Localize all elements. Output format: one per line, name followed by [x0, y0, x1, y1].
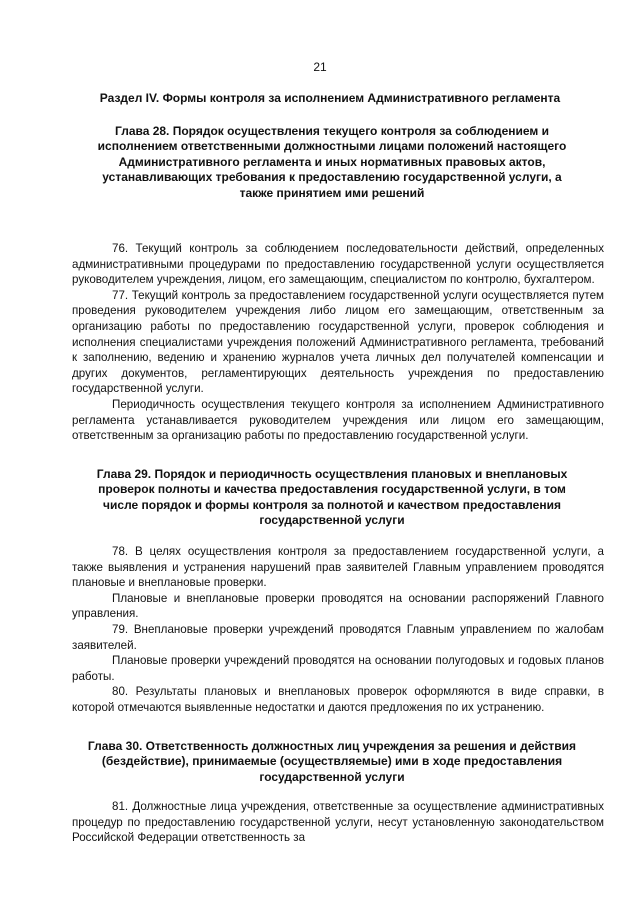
chapter-29-body — [72, 544, 604, 716]
chapter-29-title: Глава 29. Порядок и периодичность осуществления плановых и внеплановых проверок полноты и качества предоставления государственной услуги, в том числе порядок и формы контроля за полнотой и качеством предоставления государственной услуги — [96, 467, 568, 528]
paragraph-76: 76. Текущий контроль за соблюдением последовательности действий, определенных административными процедурами по предоставлению государственной услуги осуществляется руководителем учреждения, лицом, его замещающим, специалистом по контролю, бухгалтером. — [72, 242, 604, 287]
page-number: 21 — [313, 60, 327, 74]
paragraph-80: 80. Результаты плановых и внеплановых проверок оформляются в виде справки, в которой отмечаются выявленные недостатки и даются предложения по их устранению. — [72, 685, 604, 714]
paragraph-78: 78. В целях осуществления контроля за предоставлением государственной услуги, а также выявления и устранения нарушений прав заявителей Главным управлением проводятся плановые и внеплановые проверки. — [72, 545, 604, 590]
chapter-28-title: Глава 28. Порядок осуществления текущего контроля за соблюдением и исполнением ответственными должностными лицами положений настоящего Административного регламента и иных нормативных правовых актов, устанавливающих требования к предоставлению государственной услуги, а также принятием ими решений — [97, 124, 567, 200]
paragraph-78-orders: Плановые и внеплановые проверки проводятся на основании распоряжений Главного управления. — [72, 591, 604, 621]
paragraph-79-planned: Плановые проверки учреждений проводятся на основании полугодовых и годовых планов работы. — [72, 654, 604, 683]
paragraph-periodicity: Периодичность осуществления текущего контроля за исполнением Административного регламента устанавливается руководителем учреждения или лицом его замещающим, ответственным за организацию работы по предоставлению государственной услуги. — [72, 397, 604, 443]
paragraph-77: 77. Текущий контроль за предоставлением государственной услуги осуществляется путем проведения руководителем учреждения либо лицом его замещающим, ответственным за организацию работы по предоставлению государственной услуги, проверок соблюдения и исполнения специалистами учреждения положений Административного регламента, требований к заполнению, ведению и хранению журналов учета личных дел получателей компенсации и других документов, регламентирующих деятельность учреждения по предоставлению государственной услуги. — [72, 288, 604, 396]
paragraph-81: 81. Должностные лица учреждения, ответственные за осуществление административных процедур по предоставлению государственной услуги, несут установленную законодательством Российской Федерации ответственность за — [72, 800, 604, 845]
chapter-30-title: Глава 30. Ответственность должностных лиц учреждения за решения и действия (бездействие), принимаемые (осуществляемые) ими в ходе предоставления государственной услуги — [87, 739, 577, 784]
chapter-30-body — [72, 799, 604, 846]
paragraph-79: 79. Внеплановые проверки учреждений проводятся Главным управлением по жалобам заявителей. — [72, 622, 604, 652]
section-title: Раздел IV. Формы контроля за исполнением Административного регламента — [99, 91, 561, 105]
chapter-28-body — [72, 241, 604, 444]
